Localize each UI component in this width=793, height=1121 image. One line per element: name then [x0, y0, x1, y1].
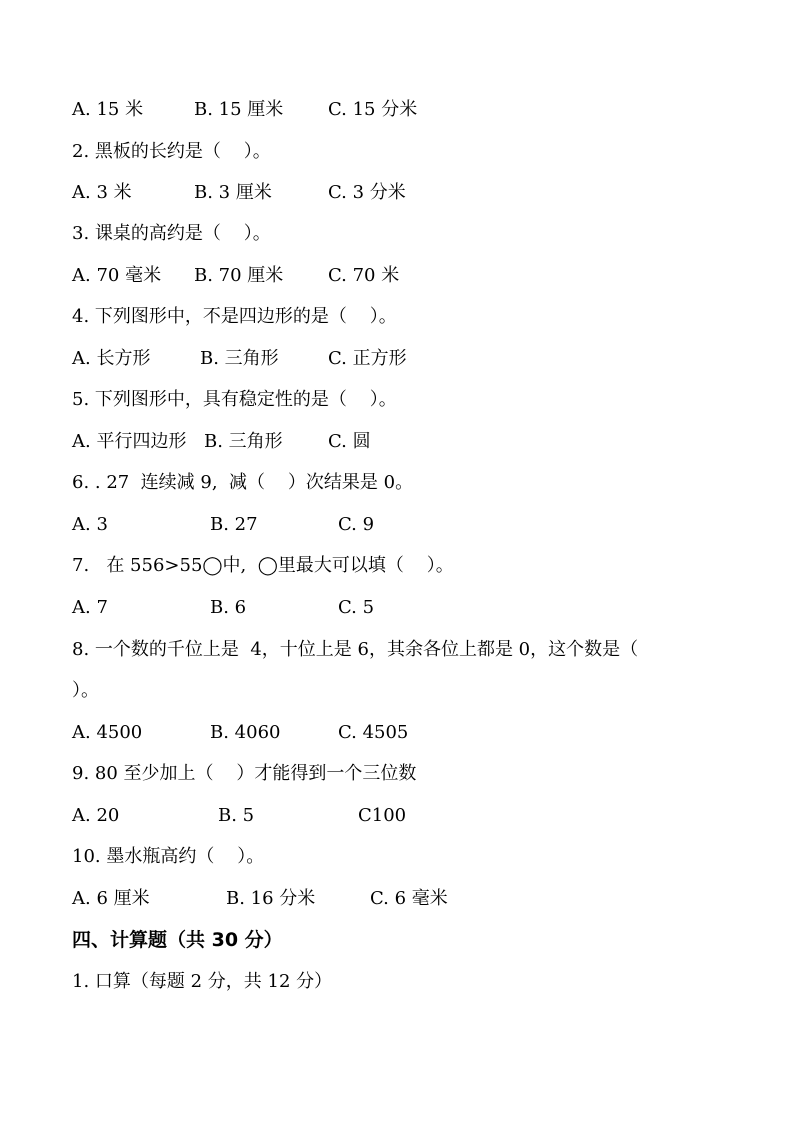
- calc-q1-text: 1. 口算（每题 2 分，共 12 分）: [72, 971, 333, 992]
- q8-option-a: A. 4500: [72, 722, 143, 743]
- q8-text: 8. 一个数的千位上是 4，十位上是 6，其余各位上都是 0，这个数是（: [72, 639, 639, 660]
- q10-option-b: B. 16 分米: [226, 888, 316, 909]
- q10-text: 10. 墨水瓶高约（ ）。: [72, 846, 265, 867]
- q4-text: 4. 下列图形中，不是四边形的是（ ）。: [72, 306, 397, 327]
- q2-option-c: C. 3 分米: [328, 182, 406, 203]
- q7-option-b: B. 6: [210, 597, 247, 618]
- q9-option-c: C100: [358, 805, 407, 826]
- q3-option-b: B. 70 厘米: [194, 265, 284, 286]
- q9-option-b: B. 5: [218, 805, 255, 826]
- q6-option-c: C. 9: [338, 514, 375, 535]
- q2-option-a: A. 3 米: [72, 182, 132, 203]
- section-4-heading: 四、计算题（共 30 分）: [72, 929, 283, 951]
- q3-option-c: C. 70 米: [328, 265, 400, 286]
- q5-option-c: C. 圆: [328, 431, 371, 452]
- q6-text: 6. . 27 连续减 9, 减（ ）次结果是 0。: [72, 472, 414, 493]
- q10-option-a: A. 6 厘米: [72, 888, 150, 909]
- q1-option-c: C. 15 分米: [328, 99, 418, 120]
- q7-text: 7. 在 556>55◯中, ◯里最大可以填（ ）。: [72, 555, 454, 576]
- q8-text-continued: ）。: [72, 680, 99, 701]
- q6-option-a: A. 3: [72, 514, 108, 535]
- q2-text: 2. 黑板的长约是（ ）。: [72, 141, 271, 162]
- q8-option-c: C. 4505: [338, 722, 409, 743]
- q7-option-c: C. 5: [338, 597, 375, 618]
- q4-option-a: A. 长方形: [72, 348, 151, 369]
- q2-option-b: B. 3 厘米: [194, 182, 272, 203]
- q9-option-a: A. 20: [72, 805, 120, 826]
- q5-option-a: A. 平行四边形: [72, 431, 187, 452]
- q9-text: 9. 80 至少加上（ ）才能得到一个三位数: [72, 763, 417, 784]
- q3-text: 3. 课桌的高约是（ ）。: [72, 223, 271, 244]
- q1-option-b: B. 15 厘米: [194, 99, 284, 120]
- q1-option-a: A. 15 米: [72, 99, 144, 120]
- q7-option-a: A. 7: [72, 597, 108, 618]
- q3-option-a: A. 70 毫米: [72, 265, 162, 286]
- q5-option-b: B. 三角形: [204, 431, 283, 452]
- q10-option-c: C. 6 毫米: [370, 888, 448, 909]
- q4-option-b: B. 三角形: [200, 348, 279, 369]
- q4-option-c: C. 正方形: [328, 348, 407, 369]
- q8-option-b: B. 4060: [210, 722, 281, 743]
- q6-option-b: B. 27: [210, 514, 258, 535]
- q5-text: 5. 下列图形中，具有稳定性的是（ ）。: [72, 389, 397, 410]
